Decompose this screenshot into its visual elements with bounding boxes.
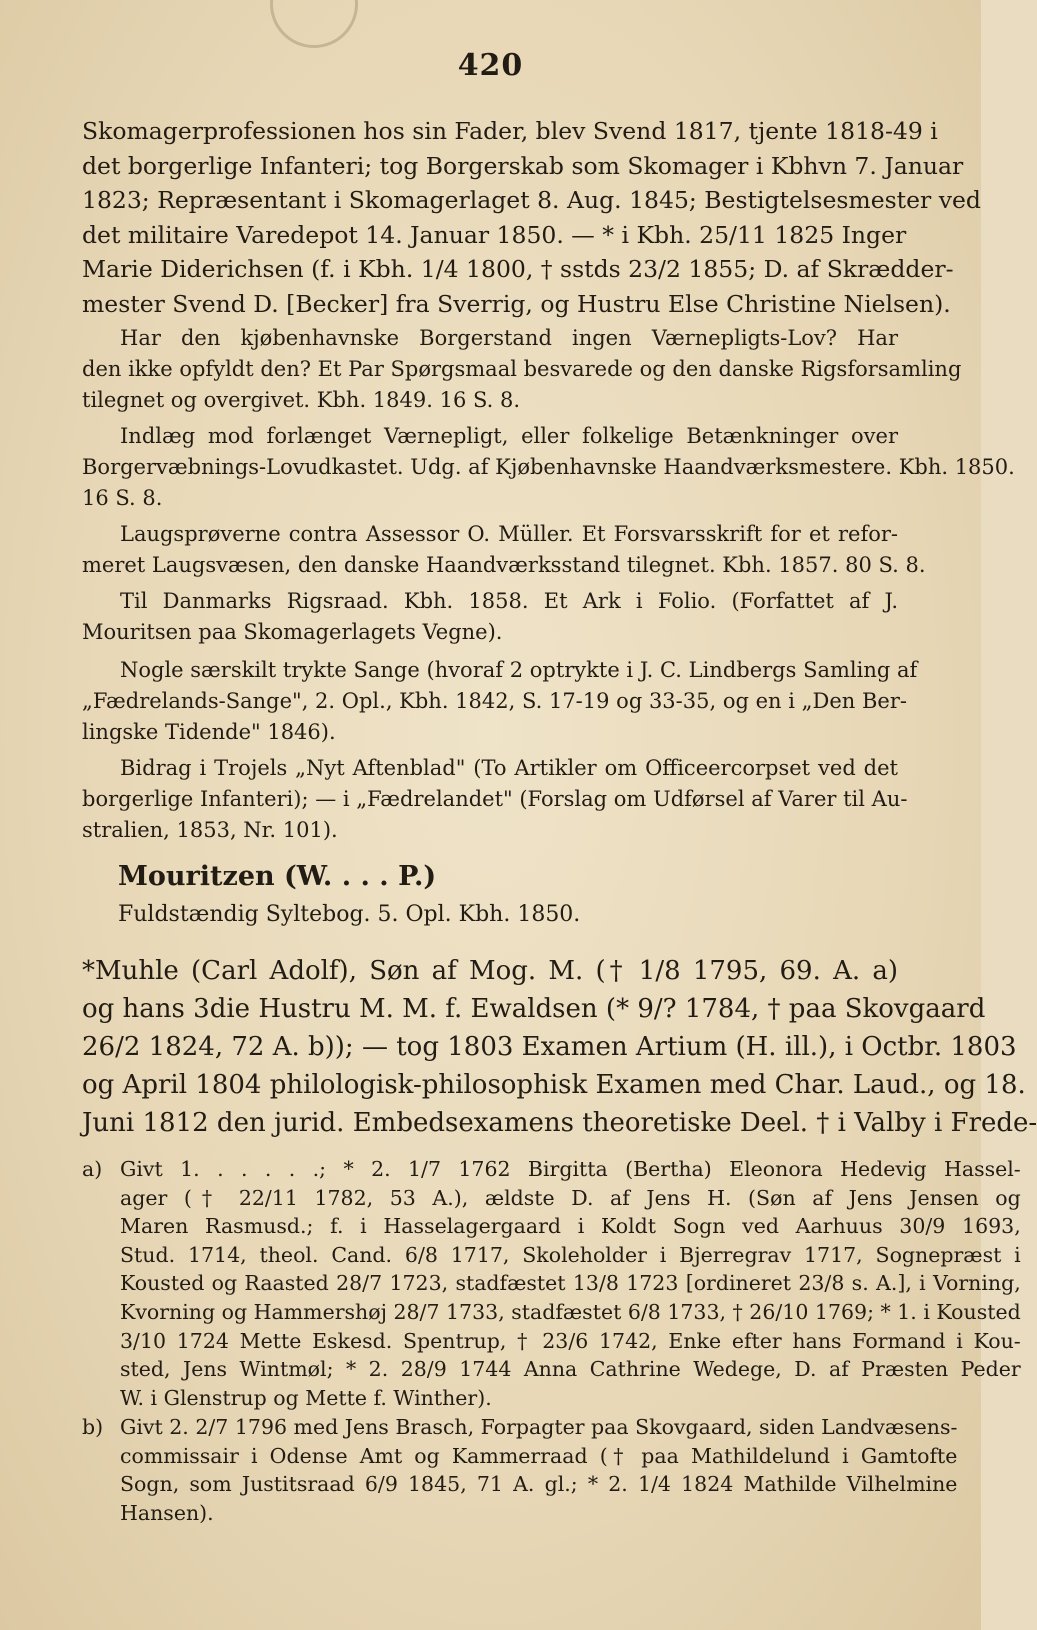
- main-line: 1823; Repræsentant i Skomagerlaget 8. Aug. 1845; Bestigtelsesmester ved: [82, 186, 981, 214]
- bib-line: Har den kjøbenhavnske Borgerstand ingen Værnepligts-Lov? Har: [120, 326, 898, 350]
- bibliography-item: [82, 421, 1015, 514]
- bibliography-item: [82, 655, 918, 748]
- note-line: W. i Glenstrup og Mette f. Winther).: [120, 1385, 492, 1410]
- bibliography-item: [82, 323, 962, 416]
- note-line: Kvorning og Hammershøj 28/7 1733, stadfæstet 6/8 1733, † 26/10 1769; * 1. i Kousted: [120, 1299, 1021, 1324]
- note-line: Givt 2. 2/7 1796 med Jens Brasch, Forpagter paa Skovgaard, siden Landvæsens-: [120, 1415, 958, 1439]
- bibliography-item: [82, 586, 898, 648]
- bibliography-item: [82, 753, 908, 846]
- bib-line: den ikke opfyldt den? Et Par Spørgsmaal besvarede og den danske Rigsforsamling: [82, 357, 962, 381]
- bib-line: stralien, 1853, Nr. 101).: [82, 818, 338, 842]
- entry-heading: Mouritzen (W. . . . P.): [118, 861, 437, 892]
- bib-line: Mouritsen paa Skomagerlagets Vegne).: [82, 620, 503, 644]
- muhle-line: 26/2 1824, 72 A. b)); — tog 1803 Examen Artium (H. ill.), i Octbr. 1803: [82, 1032, 1017, 1062]
- muhle-line: *Muhle (Carl Adolf), Søn af Mog. M. († 1/8 1795, 69. A. a): [82, 956, 898, 986]
- footnote-marker: b): [82, 1415, 104, 1439]
- bib-line: 16 S. 8.: [82, 486, 163, 510]
- bib-line: Til Danmarks Rigsraad. Kbh. 1858. Et Ark i Folio. (Forfattet af J.: [120, 589, 898, 613]
- main-line: mester Svend D. [Becker] fra Sverrig, og Hustru Else Christine Nielsen).: [82, 289, 951, 318]
- bib-line: Bidrag i Trojels „Nyt Aftenblad" (To Artikler om Officeercorpset ved det: [120, 756, 898, 780]
- main-text-block: [82, 114, 981, 321]
- bib-line: Laugsprøverne contra Assessor O. Müller. Et Forsvarsskrift for et refor-: [120, 522, 898, 546]
- muhle-line: og hans 3die Hustru M. M. f. Ewaldsen (* 9/? 1784, † paa Skovgaard: [82, 994, 986, 1024]
- main-line: Skomagerprofessionen hos sin Fader, blev Svend 1817, tjente 1818-49 i: [82, 117, 938, 145]
- muhle-line: Juni 1812 den jurid. Embedsexamens theoretiske Deel. † i Valby i Frede-: [82, 1108, 1037, 1138]
- main-line: det borgerlige Infanteri; tog Borgerskab som Skomager i Kbhvn 7. Januar: [82, 151, 964, 180]
- footnote-a: [82, 1155, 1021, 1412]
- muhle-entry: [82, 952, 1037, 1142]
- footnote-b: [82, 1413, 958, 1527]
- note-line: 3/10 1724 Mette Eskesd. Spentrup, † 23/6 1742, Enke efter hans Formand i Kou-: [120, 1328, 1021, 1353]
- main-line: det militaire Varedepot 14. Januar 1850. — * i Kbh. 25/11 1825 Inger: [82, 220, 907, 249]
- bib-line: Nogle særskilt trykte Sange (hvoraf 2 optrykte i J. C. Lindbergs Samling af: [120, 658, 918, 682]
- note-line: Hansen).: [120, 1500, 214, 1525]
- footnote-marker: a): [82, 1157, 103, 1181]
- bib-line: tilegnet og overgivet. Kbh. 1849. 16 S. 8.: [82, 388, 521, 412]
- bib-line: Indlæg mod forlænget Værnepligt, eller folkelige Betænkninger over: [120, 424, 898, 448]
- bib-line: meret Laugsvæsen, den danske Haandværksstand tilegnet. Kbh. 1857. 80 S. 8.: [82, 553, 926, 577]
- page-number: 420: [457, 48, 524, 83]
- bibliography-item: [82, 519, 926, 581]
- bib-line: borgerlige Infanteri); — i „Fædrelandet" (Forslag om Udførsel af Varer til Au-: [82, 787, 908, 811]
- note-line: commissair i Odense Amt og Kammerraad († paa Mathildelund i Gamtofte: [120, 1443, 958, 1468]
- note-line: Givt 1. . . . . .; * 2. 1/7 1762 Birgitta (Bertha) Eleonora Hedevig Hassel-: [120, 1157, 1021, 1181]
- note-line: sted, Jens Wintmøl; * 2. 28/9 1744 Anna Cathrine Wedege, D. af Præsten Peder: [120, 1357, 1021, 1382]
- note-line: Maren Rasmusd.; f. i Hasselagergaard i Koldt Sogn ved Aarhuus 30/9 1693,: [120, 1214, 1021, 1239]
- bib-line: lingske Tidende" 1846).: [82, 720, 336, 744]
- note-line: ager († 22/11 1782, 53 A.), ældste D. af Jens H. (Søn af Jens Jensen og: [120, 1185, 1021, 1210]
- main-line: Marie Diderichsen (f. i Kbh. 1/4 1800, † sstds 23/2 1855; D. af Skrædder-: [82, 255, 954, 283]
- note-line: Kousted og Raasted 28/7 1723, stadfæstet 13/8 1723 [ordineret 23/8 s. A.], i Vorning,: [120, 1271, 1021, 1296]
- note-line: Sogn, som Justitsraad 6/9 1845, 71 A. gl.; * 2. 1/4 1824 Mathilde Vilhelmine: [120, 1472, 958, 1497]
- note-line: Stud. 1714, theol. Cand. 6/8 1717, Skoleholder i Bjerregrav 1717, Sognepræst i: [120, 1242, 1021, 1267]
- muhle-line: og April 1804 philologisk-philosophisk Examen med Char. Laud., og 18.: [82, 1070, 1026, 1100]
- bib-line: „Fædrelands-Sange", 2. Opl., Kbh. 1842, S. 17-19 og 33-35, og en i „Den Ber-: [82, 689, 907, 713]
- binding-stitch-mark: [270, 0, 358, 48]
- bib-line: Borgervæbnings-Lovudkastet. Udg. af Kjøbenhavnske Haandværksmestere. Kbh. 1850.: [82, 455, 1015, 479]
- entry-work: Fuldstændig Syltebog. 5. Opl. Kbh. 1850.: [118, 902, 581, 927]
